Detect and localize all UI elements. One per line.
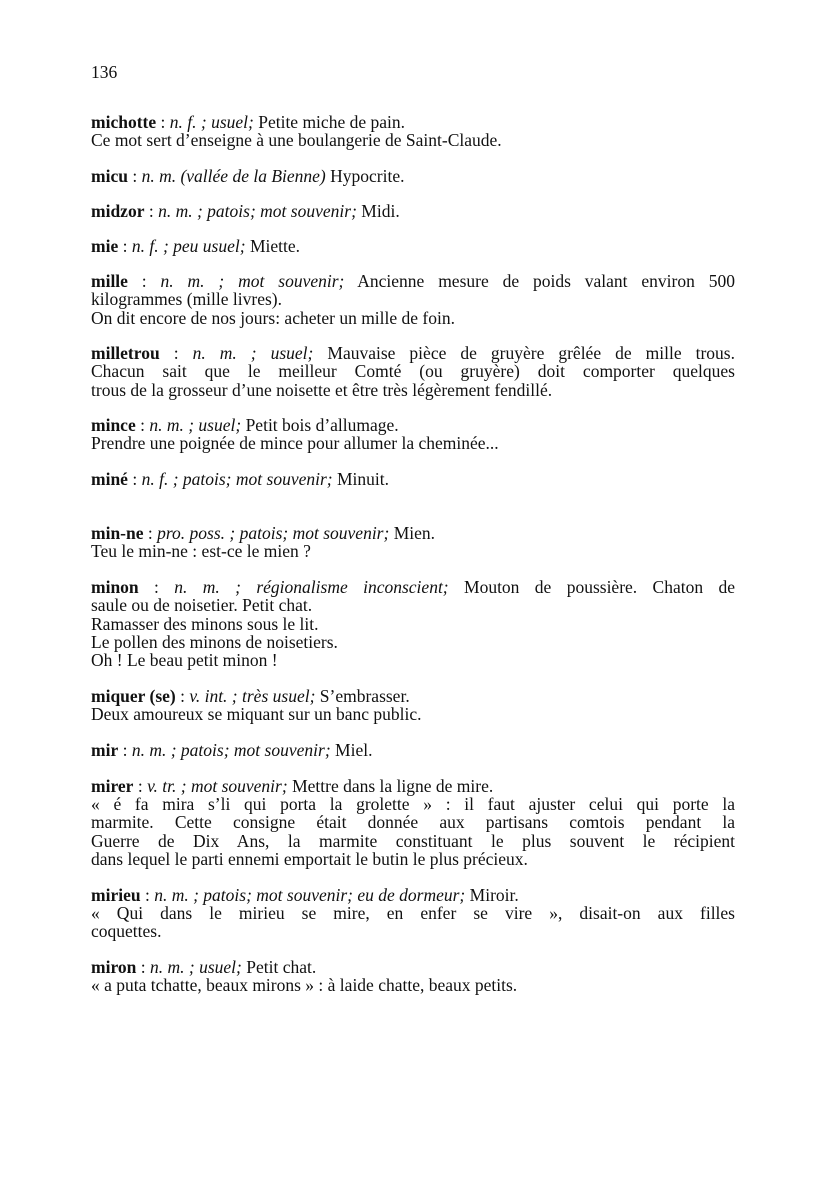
separator: : <box>143 523 158 543</box>
definition: Petite miche de pain. <box>253 112 405 132</box>
headword: milletrou <box>91 343 160 363</box>
headword: minon <box>91 577 139 597</box>
entry-line: Prendre une poignée de mince pour allumer la cheminée... <box>91 433 499 453</box>
separator: : <box>175 686 190 706</box>
headword: mirieu <box>91 885 141 905</box>
entry-line: « a puta tchatte, beaux mirons » : à laide chatte, beaux petits. <box>91 975 518 995</box>
headword: mirer <box>91 776 134 796</box>
grammar: n. f. ; peu usuel; <box>131 236 246 256</box>
separator: : <box>144 201 159 221</box>
grammar: v. int. ; très usuel; <box>189 686 316 706</box>
entry-line: Deux amoureux se miquant sur un banc public. <box>91 704 422 724</box>
entry-min-ne <box>91 523 435 543</box>
entry-miron <box>91 957 316 977</box>
grammar: n. m. ; usuel; <box>149 415 242 435</box>
page-number: 136 <box>91 62 118 82</box>
grammar: n. m. ; mot souvenir; <box>160 271 345 291</box>
entry-line: dans lequel le parti ennemi emportait le butin le plus précieux. <box>91 849 528 869</box>
headword: midzor <box>91 201 145 221</box>
entry-line: Le pollen des minons de noisetiers. <box>91 632 338 652</box>
entry-mince <box>91 415 399 435</box>
definition: Petit bois d’allumage. <box>241 415 399 435</box>
separator: : <box>138 577 175 597</box>
separator: : <box>133 776 148 796</box>
grammar: n. m. ; usuel; <box>150 957 242 977</box>
definition: Hypocrite. <box>325 166 405 186</box>
definition: Miroir. <box>465 885 519 905</box>
headword: miron <box>91 957 137 977</box>
entry-mine <box>91 469 389 489</box>
entry-miquer <box>91 686 410 706</box>
definition: Petit chat. <box>241 957 317 977</box>
entry-mirer <box>91 776 493 796</box>
definition: Miette. <box>245 236 301 256</box>
separator: : <box>118 740 132 760</box>
entry-michotte <box>91 112 405 132</box>
headword: mir <box>91 740 119 760</box>
headword: miné <box>91 469 128 489</box>
headword: micu <box>91 166 128 186</box>
entry-line: Guerre de Dix Ans, la marmite constituant le plus souvent le récipient <box>91 831 735 851</box>
definition: Miel. <box>330 740 373 760</box>
separator: : <box>136 957 150 977</box>
entry-line: On dit encore de nos jours: acheter un mille de foin. <box>91 308 455 328</box>
entry-minon <box>91 577 735 597</box>
separator: : <box>118 236 132 256</box>
separator: : <box>156 112 170 132</box>
definition: Minuit. <box>332 469 390 489</box>
entry-line: kilogrammes (mille livres). <box>91 289 282 309</box>
headword: michotte <box>91 112 157 132</box>
separator: : <box>140 885 155 905</box>
entry-micu <box>91 166 404 186</box>
headword: mince <box>91 415 136 435</box>
entry-line: Oh ! Le beau petit minon ! <box>91 650 278 670</box>
definition: Mouton de poussière. Chaton de <box>448 577 735 597</box>
grammar: n. m. ; patois; mot souvenir; <box>158 201 357 221</box>
entry-mir <box>91 740 372 760</box>
entry-line: trous de la grosseur d’une noisette et être très légèrement fendillé. <box>91 380 553 400</box>
entry-line: Ramasser des minons sous le lit. <box>91 614 319 634</box>
grammar: n. m. ; patois; mot souvenir; <box>131 740 331 760</box>
grammar: v. tr. ; mot souvenir; <box>147 776 288 796</box>
definition: Mien. <box>389 523 436 543</box>
entry-line: Ce mot sert d’enseigne à une boulangerie de Saint-Claude. <box>91 130 502 150</box>
grammar: n. m. (vallée de la Bienne) <box>141 166 326 186</box>
headword: mie <box>91 236 119 256</box>
definition: Midi. <box>356 201 400 221</box>
definition: S’embrasser. <box>315 686 410 706</box>
grammar: n. m. ; régionalisme inconscient; <box>174 577 449 597</box>
entry-mirieu <box>91 885 519 905</box>
entry-line: Teu le min-ne : est-ce le mien ? <box>91 541 311 561</box>
definition: Ancienne mesure de poids valant environ 500 <box>344 271 735 291</box>
separator: : <box>127 166 142 186</box>
entry-line: « é fa mira s’li qui porta la grolette » : il faut ajuster celui qui porte la <box>91 794 735 814</box>
headword: miquer (se) <box>91 686 176 706</box>
grammar: pro. poss. ; patois; mot souvenir; <box>157 523 390 543</box>
entry-line: coquettes. <box>91 921 162 941</box>
definition: Mettre dans la ligne de mire. <box>287 776 494 796</box>
entry-milletrou <box>91 343 735 363</box>
grammar: n. f. ; usuel; <box>169 112 254 132</box>
separator: : <box>127 469 142 489</box>
grammar: n. m. ; usuel; <box>192 343 314 363</box>
separator: : <box>127 271 161 291</box>
separator: : <box>159 343 193 363</box>
entry-mille <box>91 271 735 291</box>
headword: mille <box>91 271 128 291</box>
entry-line: Chacun sait que le meilleur Comté (ou gruyère) doit comporter quelques <box>91 361 735 381</box>
grammar: n. f. ; patois; mot souvenir; <box>141 469 333 489</box>
grammar: n. m. ; patois; mot souvenir; eu de dormeur; <box>154 885 466 905</box>
entry-mie <box>91 236 300 256</box>
definition: Mauvaise pièce de gruyère grêlée de mille trous. <box>313 343 735 363</box>
entry-line: marmite. Cette consigne était donnée aux partisans comtois pendant la <box>91 812 735 832</box>
headword: min-ne <box>91 523 144 543</box>
entry-line: saule ou de noisetier. Petit chat. <box>91 595 313 615</box>
entry-midzor <box>91 201 400 221</box>
entry-line: « Qui dans le mirieu se mire, en enfer se vire », disait-on aux filles <box>91 903 735 923</box>
separator: : <box>135 415 150 435</box>
